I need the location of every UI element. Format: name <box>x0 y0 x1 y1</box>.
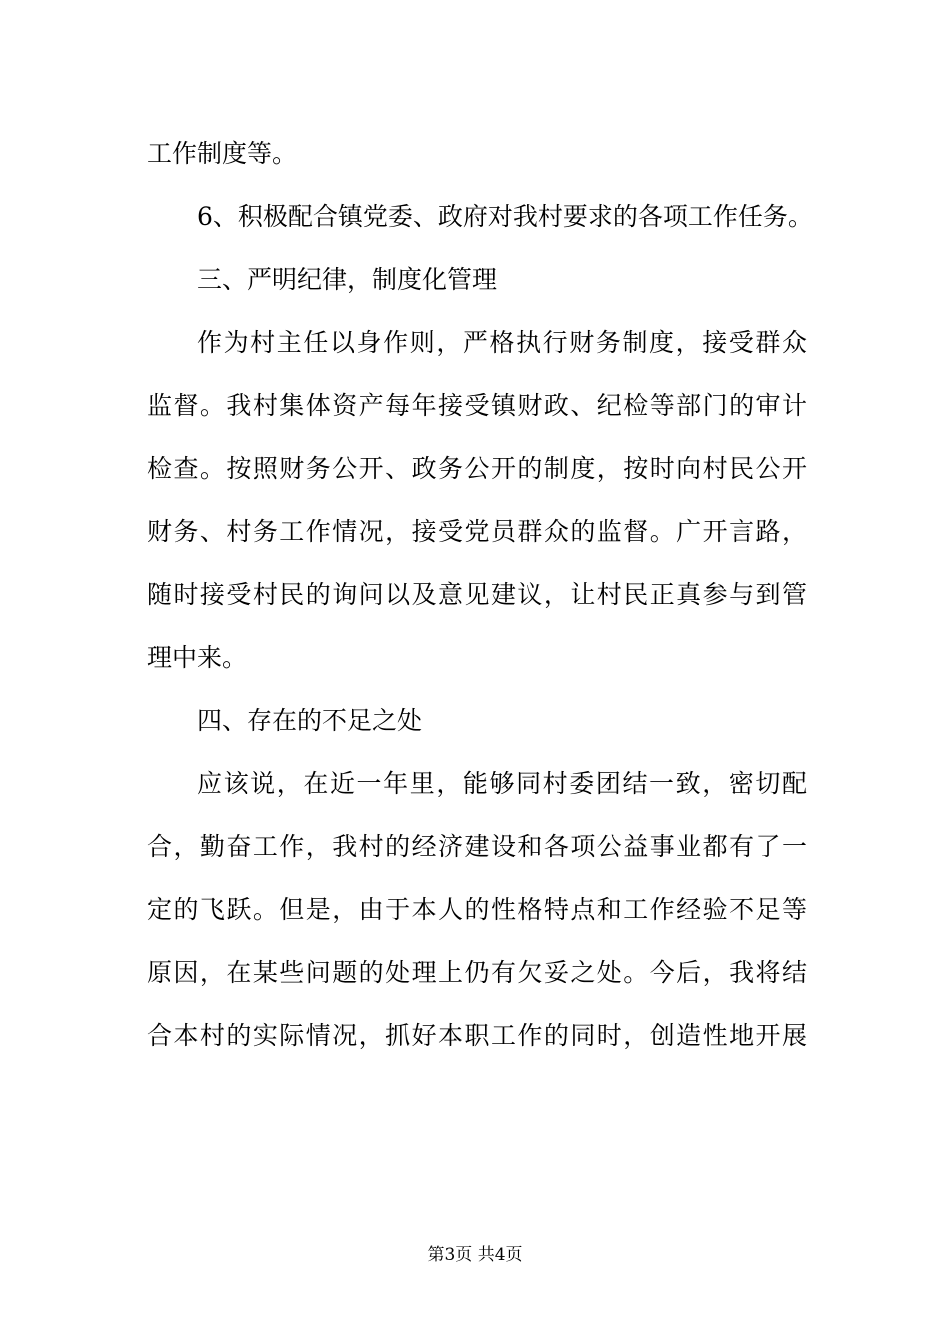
paragraph-line: 财务、村务工作情况，接受党员群众的监督。广开言路， <box>147 517 807 546</box>
section-heading: 三、严明纪律，制度化管理 <box>197 265 498 294</box>
paragraph-line: 理中来。 <box>147 643 248 672</box>
paragraph-line: 应该说，在近一年里，能够同村委团结一致，密切配 <box>197 769 807 798</box>
paragraph-line: 工作制度等。 <box>147 139 298 168</box>
paragraph-line: 监督。我村集体资产每年接受镇财政、纪检等部门的审计 <box>147 391 807 420</box>
paragraph-line: 合，勤奋工作，我村的经济建设和各项公益事业都有了一 <box>147 832 807 861</box>
paragraph-line: 原因，在某些问题的处理上仍有欠妥之处。今后，我将结 <box>147 958 807 987</box>
section-heading: 四、存在的不足之处 <box>197 706 423 735</box>
paragraph-line: 6、积极配合镇党委、政府对我村要求的各项工作任务。 <box>197 202 813 231</box>
paragraph-line: 作为村主任以身作则，严格执行财务制度，接受群众 <box>197 328 807 357</box>
paragraph-line: 检查。按照财务公开、政务公开的制度，按时向村民公开 <box>147 454 807 483</box>
paragraph-line: 定的飞跃。但是，由于本人的性格特点和工作经验不足等 <box>147 895 807 924</box>
paragraph-line: 合本村的实际情况，抓好本职工作的同时，创造性地开展 <box>147 1021 807 1050</box>
paragraph-line: 随时接受村民的询问以及意见建议，让村民正真参与到管 <box>147 580 807 609</box>
page-footer: 第3页 共4页 <box>427 1245 523 1265</box>
